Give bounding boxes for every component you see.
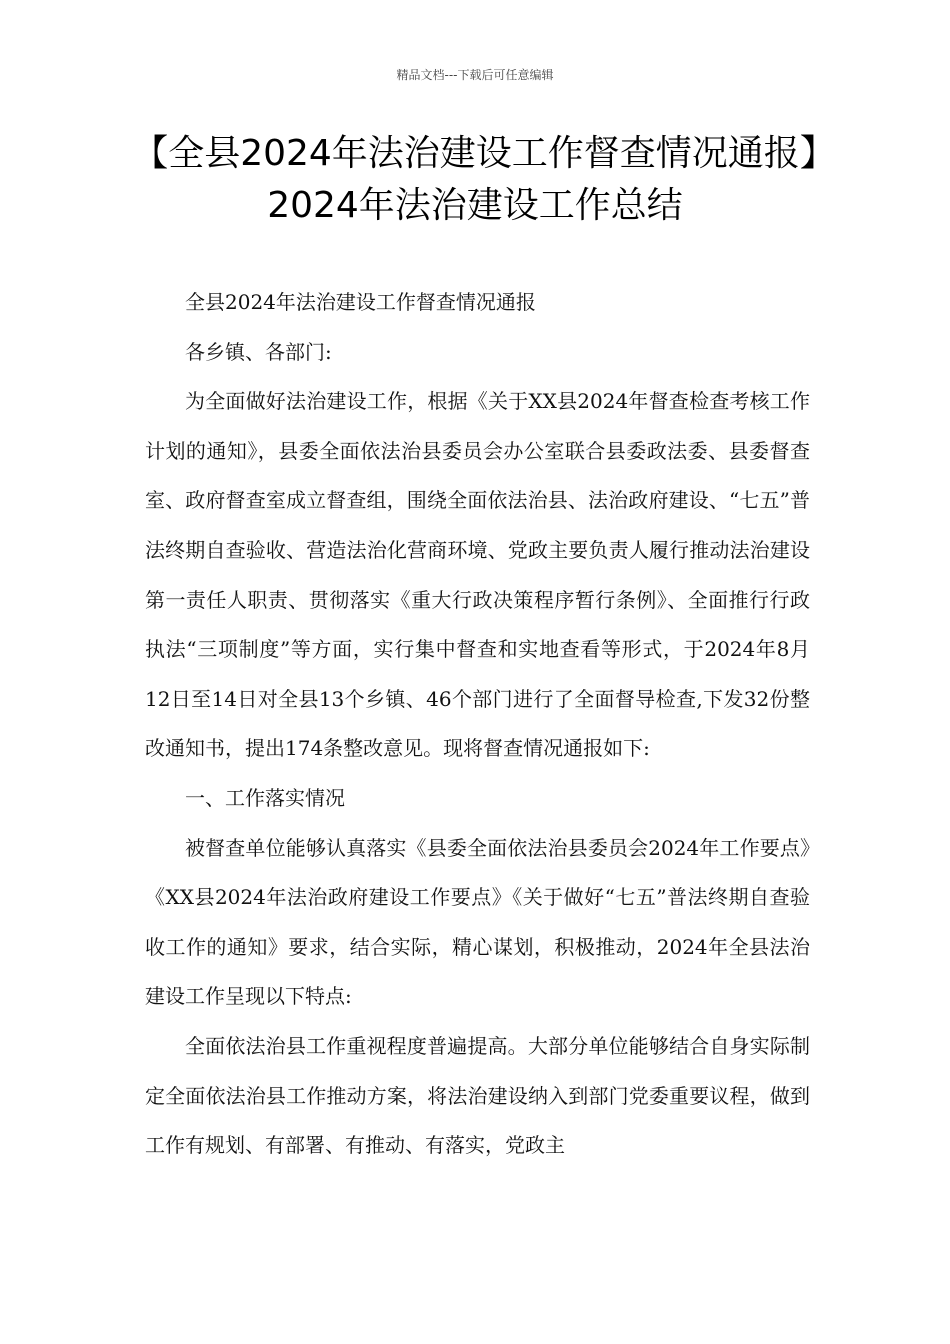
- document-title: 【全县2024年法治建设工作督查情况通报】2024年法治建设工作总结: [132, 133, 818, 226]
- paragraph-implementation: 被督查单位能够认真落实《县委全面依法治县委员会2024年工作要点》《XX县2024年法治政府建设工作要点》《关于做好“七五”普法终期自查验收工作的通知》要求，结合实际，精心谋划，积极推动，2024年全县法治建设工作呈现以下特点:: [145, 835, 810, 1009]
- header-note: 精品文档---下载后可任意编辑: [396, 68, 554, 82]
- paragraph-intro: 为全面做好法治建设工作，根据《关于XX县2024年督查检查考核工作计划的通知》，县委全面依法治县委员会办公室联合县委政法委、县委督查室、政府督查室成立督查组，围绕全面依法治县、法治政府建设、“七五”普法终期自查验收、营造法治化营商环境、党政主要负责人履行推动法治建设第一责任人职责、贯彻落实《重大行政决策程序暂行条例》、全面推行行政执法“三项制度”等方面，实行集中督查和实地查看等形式，于2024年8月12日至14日对全县13个乡镇、46个部门进行了全面督导检查,下发32份整改通知书，提出174条整改意见。现将督查情况通报如下:: [145, 389, 810, 761]
- paragraph-section-heading: 一、工作落实情况: [185, 785, 345, 810]
- paragraph-feature-1: 全面依法治县工作重视程度普遍提高。大部分单位能够结合自身实际制定全面依法治县工作推动方案，将法治建设纳入到部门党委重要议程，做到工作有规划、有部署、有推动、有落实，党政主: [145, 1033, 810, 1158]
- document-body: [145, 278, 810, 1171]
- paragraph-notice-title: 全县2024年法治建设工作督查情况通报: [185, 290, 536, 314]
- paragraph-salutation: 各乡镇、各部门:: [185, 339, 332, 364]
